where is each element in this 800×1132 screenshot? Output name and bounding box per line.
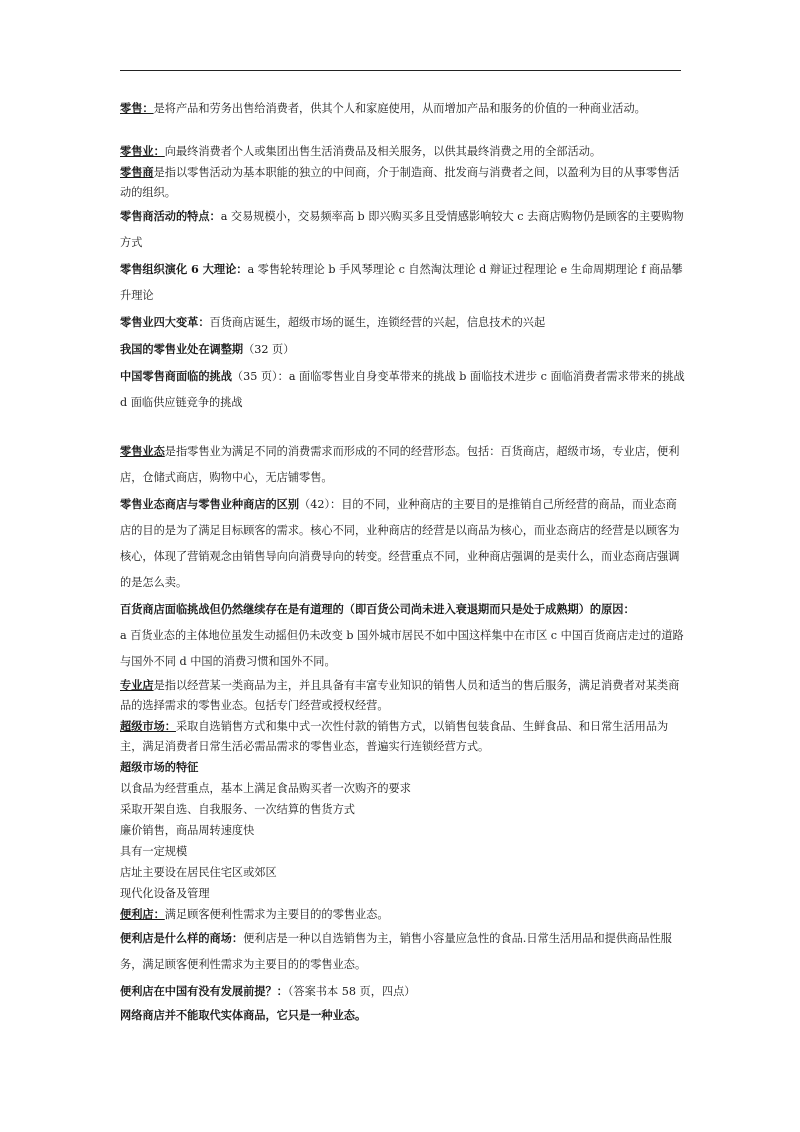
term: 零售业四大变革： (120, 315, 210, 329)
definition-text: 满足顾客便利性需求为主要目的的零售业态。 (164, 908, 389, 921)
term: 我国的零售业处在调整期 (120, 342, 244, 356)
definition-retail-industry (120, 141, 685, 162)
term: 便利店： (120, 907, 165, 921)
definition-text: 向最终消费者个人或集团出售生活消费品及相关服务，以供其最终消费之用的全部活动。 (164, 145, 602, 158)
definition-retailer (120, 162, 685, 203)
term: 专业店 (120, 678, 154, 692)
term: 便利店是什么样的商场： (120, 931, 244, 945)
definition-supermarket (120, 716, 685, 757)
definition-text: 是将产品和劳务出售给消费者，供其个人和家庭使用，从而增加产品和服务的价值的一种商业活动。 (153, 102, 646, 115)
list-item: 廉价销售，商品周转速度快 (120, 824, 255, 837)
header-rule (120, 70, 681, 71)
list-item: 具有一定规模 (120, 845, 188, 858)
term: 网络商店并不能取代实体商品，它只是一种业态。 (120, 1008, 367, 1022)
format-vs-type-store (120, 491, 685, 596)
definition-text: 是指以经营某一类商品为主，并且具备有丰富专业知识的销售人员和适当的售后服务，满足消费者对某类商品的选择需求的零售业态。包括专门经营或授权经营。 (120, 679, 680, 712)
definition-retail (120, 98, 685, 119)
list-heading: 超级市场的特征 (120, 760, 199, 774)
term: 百货商店面临挑战但仍然继续存在是有道理的（即百货公司尚未进入衰退期而只是处于成熟期）的原因： (120, 602, 635, 616)
definition-text: （35 页）：a 面临零售业自身变革带来的挑战 b 面临技术进步 c 面临消费者需求带来的挑战 d 面临供应链竞争的挑战 (120, 370, 685, 409)
definition-text: a 交易规模小，交易频率高 b 即兴购买多且受情感影响较大 c 去商店购物仍是顾客的主要购物方式 (120, 210, 684, 249)
definition-text: （32 页） (243, 343, 295, 356)
definition-text: 采取自选销售方式和集中式一次性付款的销售方式，以销售包装食品、生鲜食品、和日常生活用品为主，满足消费者日常生活必需品需求的零售业态，普遍实行连锁经营方式。 (120, 720, 669, 753)
list-item: 以食品为经营重点，基本上满足食品购买者一次购齐的要求 (120, 782, 411, 795)
term: 超级市场： (120, 719, 176, 733)
department-store-reasons (120, 596, 685, 675)
retail-evolution-theories (120, 256, 685, 309)
term: 零售： (120, 101, 154, 115)
supermarket-features (120, 757, 685, 904)
definition-convenience-store (120, 904, 685, 925)
list-item: 店址主要设在居民住宅区或郊区 (120, 866, 277, 879)
convenience-store-prospects (120, 978, 685, 1005)
document-body (120, 98, 685, 1026)
term: 零售商活动的特点： (120, 209, 221, 223)
list-item: 现代化设备及管理 (120, 887, 210, 900)
definition-text: （答案书本 58 页，四点） (287, 985, 416, 998)
china-retail-adjustment (120, 336, 685, 363)
definition-text: a 百货业态的主体地位虽发生动摇但仍未改变 b 国外城市居民不如中国这样集中在市区 c 中国百货商店走过的道路与国外不同 d 中国的消费习惯和国外不同。 (120, 629, 684, 668)
term: 零售组织演化 6 大理论： (120, 262, 248, 276)
retailer-activity-features (120, 203, 685, 256)
definition-text: （42）：目的不同，业种商店的主要目的是推销自己所经营的商品，而业态商店的目的是为了满足目标顾客的需求。核心不同，业种商店的经营是以商品为核心，而业态商店的经营是以顾客为核心，体现了营销观念由销售导向向消费导向的转变。经营重点不同，业种商店强调的是卖什么，而业态商店强调的是怎么卖。 (120, 498, 680, 589)
definition-text: a 零售轮转理论 b 手风琴理论 c 自然淘汰理论 d 辩证过程理论 e 生命周期理论 f 商品攀升理论 (120, 263, 683, 302)
convenience-store-description (120, 925, 685, 978)
definition-text: 是指以零售活动为基本职能的独立的中间商，介于制造商、批发商与消费者之间，以盈利为目的从事零售活动的组织。 (120, 166, 680, 199)
definition-text: 便利店是一种以自选销售为主，销售小容量应急性的食品.日常生活用品和提供商品性服务，满足顾客便利性需求为主要目的的零售业态。 (120, 932, 672, 971)
definition-text: 是指零售业为满足不同的消费需求而形成的不同的经营形态。包括：百货商店，超级市场，专业店，便利店，仓储式商店，购物中心，无店铺零售。 (120, 445, 680, 484)
term: 零售业态 (120, 444, 165, 458)
definition-text: 百货商店诞生，超级市场的诞生，连锁经营的兴起，信息技术的兴起 (209, 316, 546, 329)
term: 中国零售商面临的挑战 (120, 369, 232, 383)
term: 零售商 (120, 165, 154, 179)
china-retail-challenges (120, 363, 685, 416)
list-item: 采取开架自选、自我服务、一次结算的售货方式 (120, 803, 355, 816)
term: 零售业态商店与零售业种商店的区别 (120, 497, 300, 511)
definition-specialty-store (120, 675, 685, 716)
retail-four-revolutions (120, 309, 685, 336)
definition-retail-format (120, 438, 685, 491)
term: 便利店在中国有没有发展前提？： (120, 984, 288, 998)
online-store-note (120, 1005, 685, 1026)
term: 零售业： (120, 144, 165, 158)
